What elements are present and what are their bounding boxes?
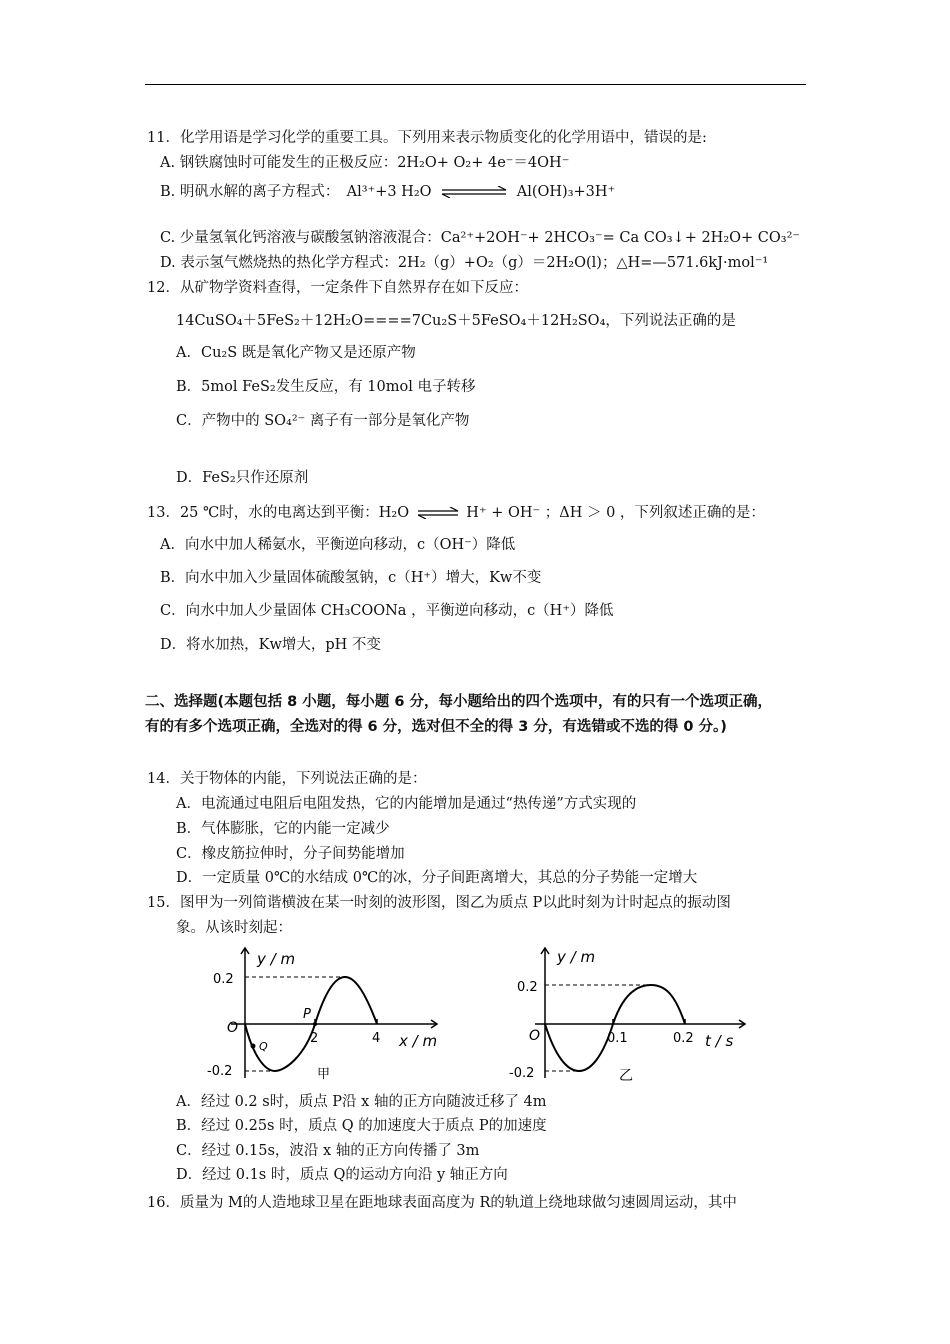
q13-option-a: A．向水中加人稀氨水，平衡逆向移动，c（OH⁻）降低 bbox=[160, 537, 516, 553]
vibration-graph-yi bbox=[505, 940, 750, 1085]
caption-yi: 乙 bbox=[619, 1068, 633, 1084]
reversible-arrow-icon bbox=[416, 507, 460, 519]
q13-stem-right: H⁺ + OH⁻ ；ΔH ＞ 0 ，下列叙述正确的是： bbox=[466, 505, 765, 521]
q11-option-b-left: B. 明矾水解的离子方程式： Al³⁺+3 H₂O bbox=[160, 184, 432, 200]
q12-equation: 14CuSO₄＋5FeS₂＋12H₂O====7Cu₂S＋5FeSO₄＋12H₂SO₄，下列说法正确的是 bbox=[176, 313, 736, 329]
q13-stem-left: 13．25 ℃时，水的电离达到平衡：H₂O bbox=[147, 505, 410, 521]
point-p-label: P bbox=[303, 1007, 311, 1022]
y-pos-label: 0.2 bbox=[213, 972, 234, 987]
x-tick-2-label: 2 bbox=[310, 1031, 319, 1046]
vibration-curve bbox=[545, 985, 685, 1071]
q13-stem bbox=[147, 504, 765, 522]
q11-option-b-right: Al(OH)₃+3H⁺ bbox=[516, 184, 616, 200]
t-tick-0.2-label: 0.2 bbox=[673, 1031, 694, 1046]
section2-heading-line1: 二、选择题(本题包括 8 小题，每小题 6 分，每小题给出的四个选项中，有的只有一个选项正确， bbox=[145, 694, 772, 710]
t-axis-label: t / s bbox=[705, 1032, 734, 1050]
x-axis-label: x / m bbox=[399, 1032, 438, 1050]
q14-option-d: D．一定质量 0℃的水结成 0℃的冰，分子间距离增大，其总的分子势能一定增大 bbox=[176, 870, 698, 886]
q14-option-c: C．橡皮筋拉伸时，分子间势能增加 bbox=[176, 846, 405, 862]
q12-stem: 12．从矿物学资料查得，一定条件下自然界存在如下反应： bbox=[147, 280, 528, 296]
t-tick-0.1-label: 0.1 bbox=[607, 1031, 628, 1046]
point-q-marker bbox=[251, 1044, 256, 1049]
q14-stem: 14．关于物体的内能，下列说法正确的是： bbox=[147, 771, 427, 787]
origin-label: O bbox=[529, 1028, 541, 1044]
wave-graph-jia bbox=[205, 940, 450, 1085]
q11-option-a: A. 钢铁腐蚀时可能发生的正极反应：2H₂O+ O₂+ 4e⁻＝4OH⁻ bbox=[160, 155, 570, 171]
q14-option-a: A．电流通过电阻后电阻发热，它的内能增加是通过“热传递”方式实现的 bbox=[176, 796, 637, 812]
point-p-marker bbox=[313, 1022, 317, 1026]
q16-stem: 16．质量为 M的人造地球卫星在距地球表面高度为 R的轨道上绕地球做匀速圆周运动，其中 bbox=[147, 1195, 737, 1211]
q12-option-a: A．Cu₂S 既是氧化产物又是还原产物 bbox=[176, 345, 416, 361]
q15-option-a: A．经过 0.2 s时，质点 P沿 x 轴的正方向随波迁移了 4m bbox=[176, 1094, 547, 1110]
q11-option-d: D. 表示氢气燃烧热的热化学方程式：2H₂（g）+O₂（g）＝2H₂O(l)；△H=—571.6kJ·mol⁻¹ bbox=[160, 255, 769, 271]
q13-option-c: C．向水中加人少量固体 CH₃COONa ，平衡逆向移动，c（H⁺）降低 bbox=[160, 603, 614, 619]
q15-option-d: D．经过 0.1s 时，质点 Q的运动方向沿 y 轴正方向 bbox=[176, 1167, 508, 1183]
q11-stem: 11．化学用语是学习化学的重要工具。下列用来表示物质变化的化学用语中，错误的是: bbox=[147, 130, 707, 146]
x-tick-4-label: 4 bbox=[372, 1031, 381, 1046]
caption-jia: 甲 bbox=[317, 1067, 331, 1082]
y-neg-label: -0.2 bbox=[207, 1064, 233, 1079]
y-pos-label: 0.2 bbox=[517, 980, 538, 995]
reversible-arrow-icon bbox=[440, 186, 508, 198]
q15-stem-line1: 15．图甲为一列简谐横波在某一时刻的波形图，图乙为质点 P以此时刻为计时起点的振动图 bbox=[147, 895, 731, 911]
y-axis-label: y / m bbox=[557, 948, 596, 966]
q13-option-d: D．将水加热，Kw增大，pH 不变 bbox=[160, 637, 381, 653]
q15-option-b: B．经过 0.25s 时，质点 Q 的加速度大于质点 P的加速度 bbox=[176, 1118, 547, 1134]
origin-label: O bbox=[227, 1020, 239, 1036]
y-neg-label: -0.2 bbox=[509, 1066, 535, 1081]
q12-option-b: B．5mol FeS₂发生反应，有 10mol 电子转移 bbox=[176, 379, 476, 395]
q13-option-b: B．向水中加入少量固体硫酸氢钠，c（H⁺）增大，Kw不变 bbox=[160, 570, 542, 586]
section2-heading-line2: 有的有多个选项正确，全选对的得 6 分，选对但不全的得 3 分，有选错或不选的得 0 分。) bbox=[145, 719, 727, 735]
q15-option-c: C．经过 0.15s，波沿 x 轴的正方向传播了 3m bbox=[176, 1143, 480, 1159]
point-q-label: Q bbox=[259, 1040, 268, 1053]
q14-option-b: B．气体膨胀，它的内能一定减少 bbox=[176, 821, 390, 837]
q12-option-c: C．产物中的 SO₄²⁻ 离子有一部分是氧化产物 bbox=[176, 413, 470, 429]
q12-option-d: D．FeS₂只作还原剂 bbox=[176, 470, 309, 486]
y-axis-label: y / m bbox=[257, 950, 296, 968]
q11-option-b bbox=[160, 183, 615, 201]
q11-option-c: C. 少量氢氧化钙溶液与碳酸氢钠溶液混合：Ca²⁺+2OH⁻+ 2HCO₃⁻= Ca CO₃↓+ 2H₂O+ CO₃²⁻ bbox=[160, 230, 801, 246]
q15-stem-line2: 象。从该时刻起： bbox=[176, 920, 292, 936]
header-rule bbox=[145, 84, 806, 85]
